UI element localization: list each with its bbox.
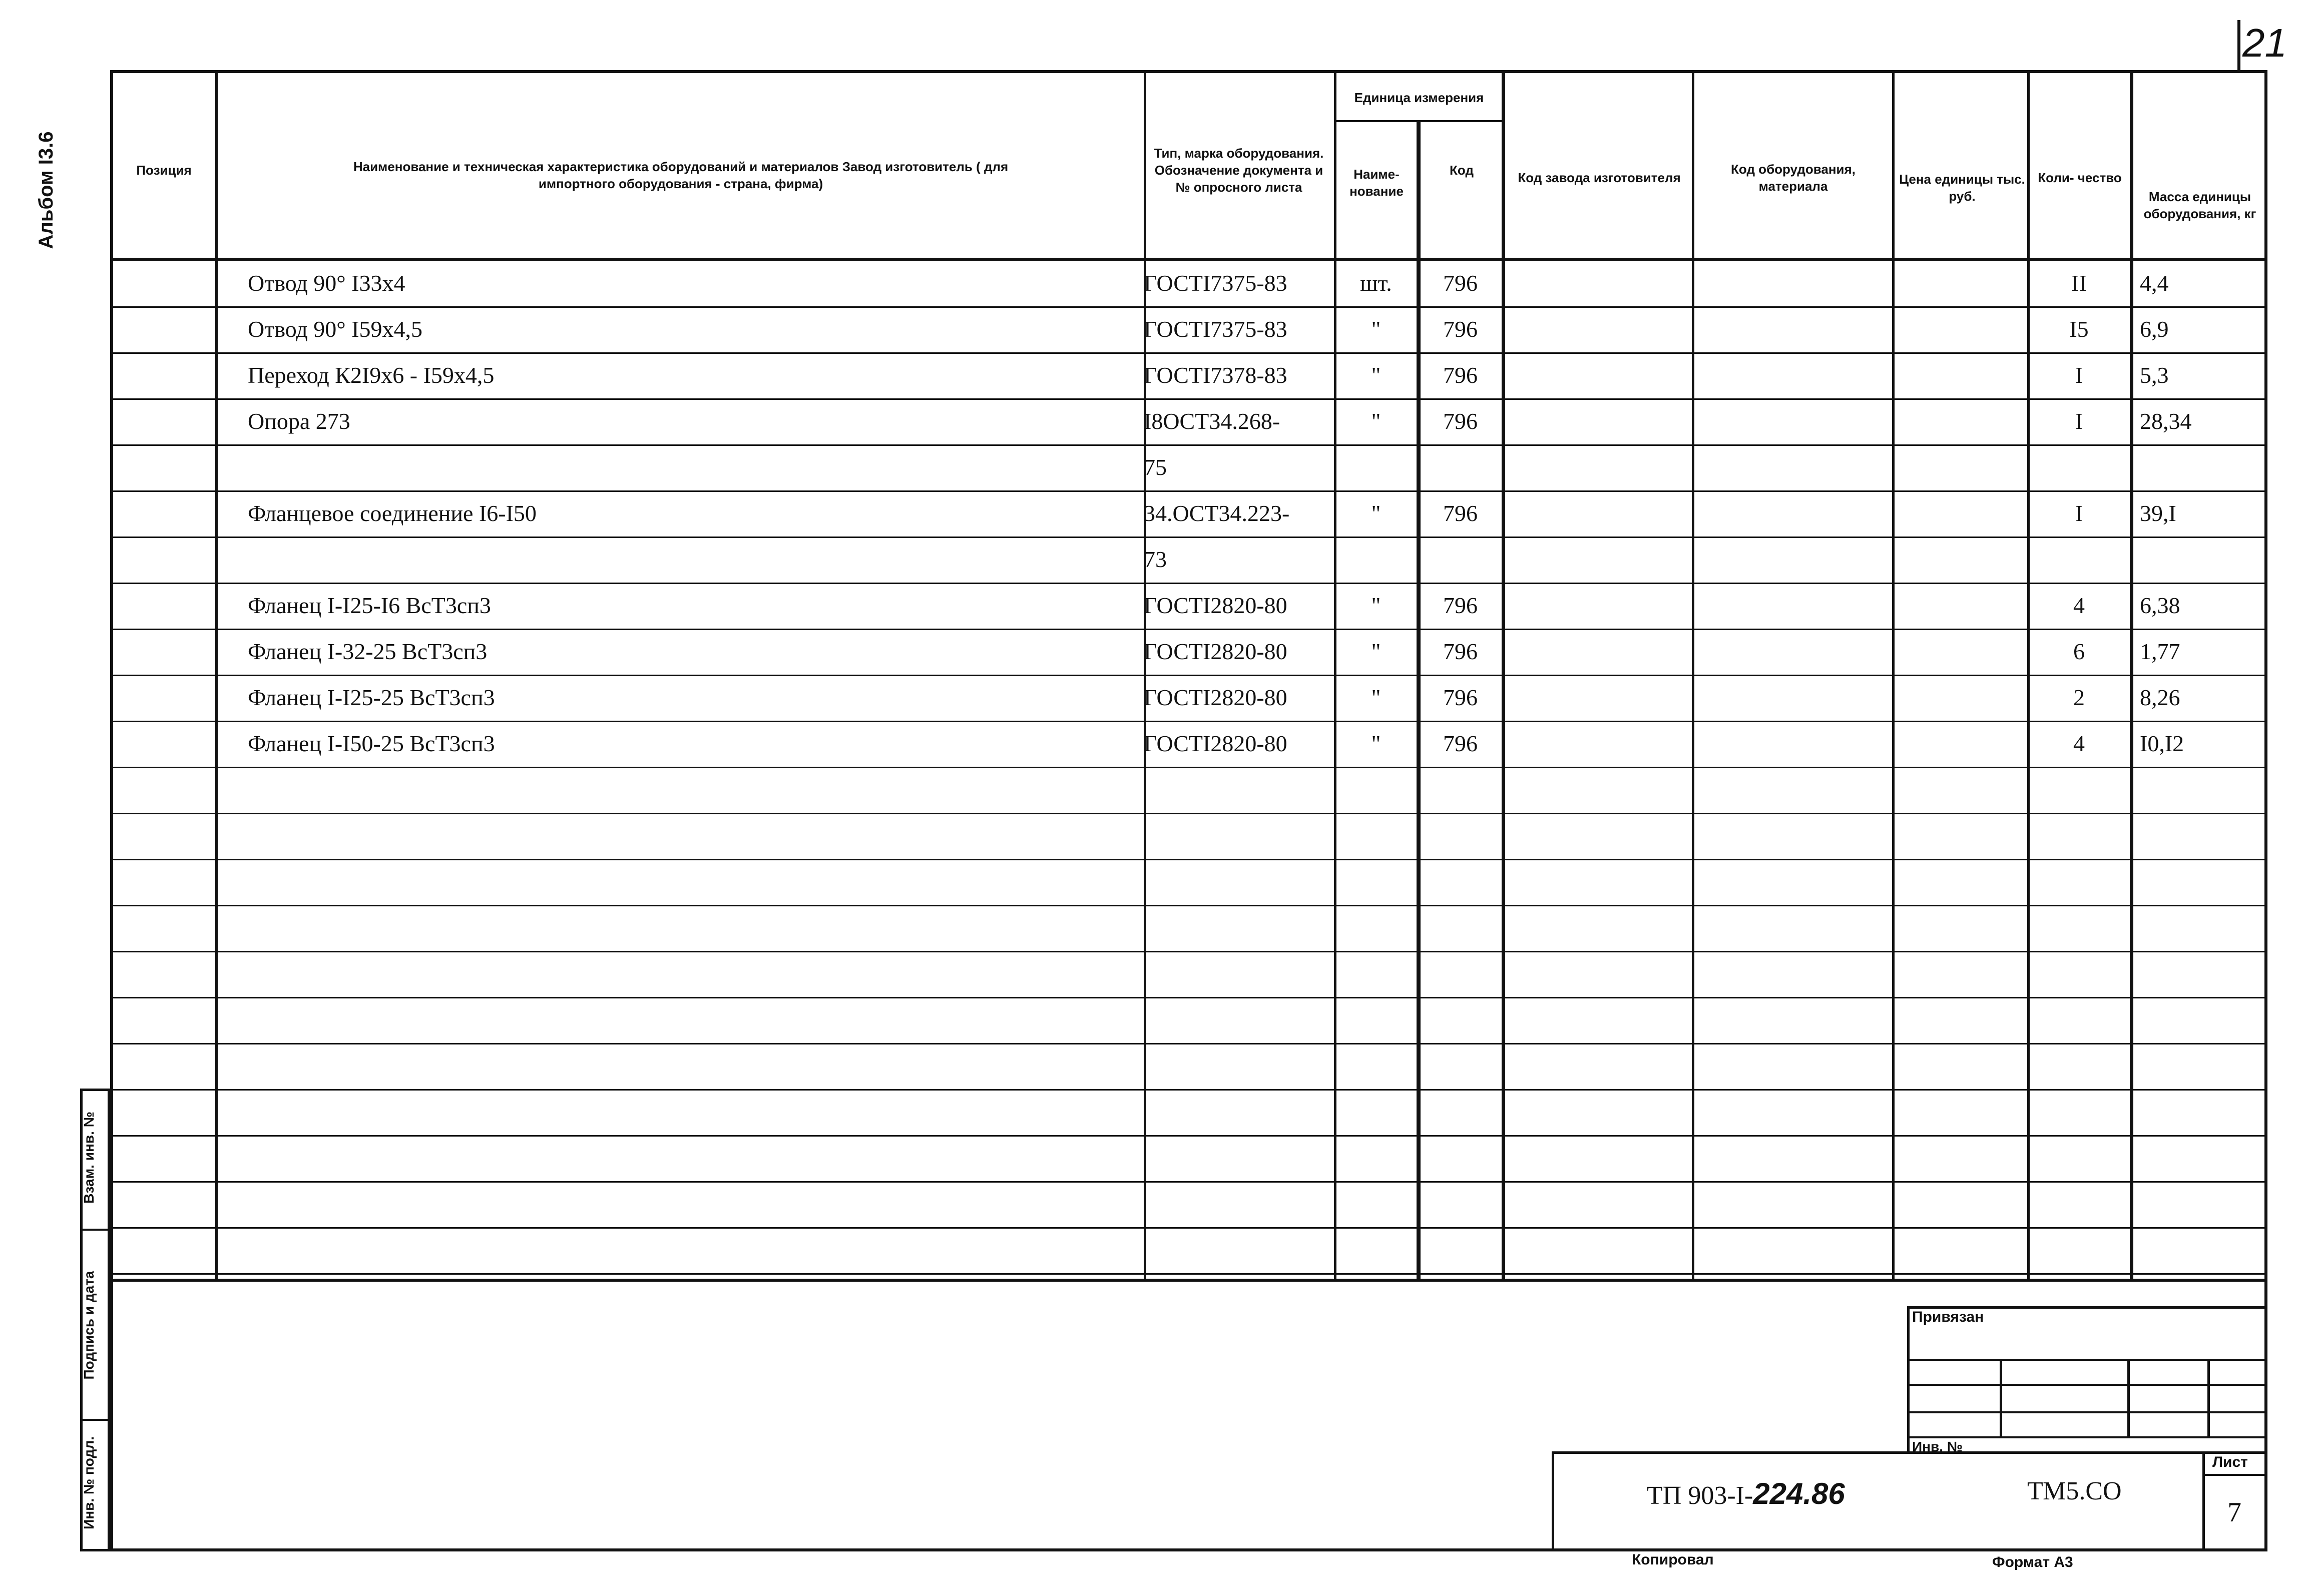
row-line	[110, 1227, 2267, 1229]
row-unit-cell: "	[1371, 685, 1381, 710]
row-quantity-cell	[2028, 444, 2130, 490]
row-unit-cell: "	[1371, 408, 1381, 434]
side-stamp-vzam: Взам. инв. №	[81, 1112, 97, 1204]
sheet-col-line	[2202, 1451, 2205, 1551]
side-stamp-signature: Подпись и дата	[81, 1271, 97, 1380]
row-type-cell: ГОСТI7375-83	[1144, 270, 1287, 296]
header-factory-code: Код завода изготовителя	[1518, 170, 1681, 185]
table-bottom-line	[110, 1279, 2267, 1282]
row-quantity-cell: 4	[2073, 593, 2085, 618]
row-quantity-cell: 6	[2073, 639, 2085, 664]
header-price: Цена единицы тыс. руб.	[1899, 172, 2025, 204]
privyazan-line-4	[1907, 1436, 2267, 1438]
row-unit-cell	[1335, 444, 1417, 490]
row-mass-cell: 1,77	[2140, 639, 2180, 664]
row-mass-cell	[2140, 444, 2267, 490]
inv-no-label: Инв. №	[1912, 1439, 1963, 1454]
row-type-cell: 75	[1144, 454, 1167, 480]
row-quantity-cell: I5	[2069, 316, 2089, 342]
row-mass-cell: 8,26	[2140, 685, 2180, 710]
row-line	[110, 997, 2267, 998]
header-type: Тип, марка оборудования. Обозначение документа и № опросного листа	[1154, 146, 1324, 195]
row-quantity-cell: 2	[2073, 685, 2085, 710]
row-type-cell: ГОСТI2820-80	[1144, 639, 1287, 664]
row-type-cell: ГОСТI2820-80	[1144, 593, 1287, 618]
document-code	[1647, 1476, 1845, 1511]
row-code-cell	[1419, 537, 1502, 583]
album-label: Альбом I3.6	[35, 131, 57, 249]
row-mass-cell: I0,I2	[2140, 731, 2184, 756]
privyazan-label: Привязан	[1912, 1309, 1984, 1325]
row-code-cell: 796	[1443, 408, 1478, 434]
side-stamp-divider-1	[80, 1229, 110, 1231]
document-code-prefix: ТП 903-I-	[1647, 1481, 1753, 1510]
row-mass-cell: 4,4	[2140, 270, 2169, 296]
header-equipment-code: Код оборудования, материала	[1731, 162, 1856, 194]
row-mass-cell: 6,38	[2140, 593, 2180, 618]
privyazan-line-1	[1907, 1359, 2267, 1361]
row-line	[110, 1135, 2267, 1137]
row-name-cell: Фланец I-I25-25 ВсТ3сп3	[248, 685, 495, 710]
privyazan-col-3	[2207, 1359, 2210, 1436]
row-unit-cell: "	[1371, 500, 1381, 526]
row-mass-cell: 39,I	[2140, 500, 2176, 526]
row-line	[110, 951, 2267, 952]
header-mass: Масса единицы оборудования, кг	[2143, 189, 2256, 221]
document-suffix: ТМ5.СО	[2027, 1477, 2122, 1505]
row-line	[110, 1089, 2267, 1091]
copied-label: Копировал	[1632, 1551, 1714, 1568]
row-unit-cell: "	[1371, 593, 1381, 618]
row-code-cell: 796	[1443, 685, 1478, 710]
row-name-cell	[248, 537, 1139, 583]
row-code-cell	[1419, 444, 1502, 490]
row-quantity-cell: 4	[2073, 731, 2085, 756]
row-code-cell: 796	[1443, 270, 1478, 296]
header-unit-group: Единица измерения	[1354, 90, 1484, 105]
header-unit-code: Код	[1450, 163, 1474, 178]
row-type-cell: 73	[1144, 547, 1167, 572]
row-line	[110, 905, 2267, 906]
row-unit-cell: шт.	[1360, 270, 1392, 296]
sheet-number: 7	[2227, 1497, 2241, 1528]
row-quantity-cell: I	[2075, 500, 2083, 526]
row-unit-cell: "	[1371, 639, 1381, 664]
row-mass-cell: 28,34	[2140, 408, 2192, 434]
row-mass-cell: 5,3	[2140, 362, 2169, 388]
row-name-cell: Фланец I-I50-25 ВсТ3сп3	[248, 731, 495, 756]
row-line	[110, 813, 2267, 814]
row-line	[110, 859, 2267, 860]
row-code-cell: 796	[1443, 316, 1478, 342]
row-type-cell: ГОСТI7375-83	[1144, 316, 1287, 342]
privyazan-col-2	[2127, 1359, 2130, 1436]
unit-group-divider	[1334, 120, 1502, 122]
header-position: Позиция	[136, 163, 192, 178]
header-quantity: Коли- чество	[2038, 170, 2122, 185]
row-mass-cell	[2140, 537, 2267, 583]
header-name: Наименование и техническая характеристика оборудований и материалов Завод изготовитель ( для импортного оборудования - страна, фирма)	[353, 159, 1009, 191]
privyazan-line-3	[1907, 1411, 2267, 1413]
row-line	[110, 1273, 2267, 1275]
row-name-cell: Фланец I-32-25 ВсТ3сп3	[248, 639, 488, 664]
row-quantity-cell: II	[2071, 270, 2087, 296]
row-type-cell: I8OCT34.268-	[1144, 408, 1280, 434]
row-name-cell	[248, 444, 1139, 490]
format-label: Формат А3	[1992, 1554, 2073, 1570]
row-code-cell: 796	[1443, 639, 1478, 664]
row-code-cell: 796	[1443, 593, 1478, 618]
privyazan-col-1	[2000, 1359, 2002, 1436]
header-unit-name: Наиме- нование	[1349, 167, 1404, 199]
row-name-cell: Фланец I-I25-I6 ВсТ3сп3	[248, 593, 491, 618]
sheet-label: Лист	[2212, 1454, 2248, 1470]
side-stamp-inv: Инв. № подл.	[81, 1436, 97, 1529]
row-quantity-cell: I	[2075, 362, 2083, 388]
row-name-cell: Отвод 90° I33x4	[248, 270, 405, 296]
row-quantity-cell: I	[2075, 408, 2083, 434]
privyazan-line-2	[1907, 1384, 2267, 1386]
row-code-cell: 796	[1443, 362, 1478, 388]
document-code-hand: 224.86	[1753, 1477, 1845, 1510]
row-name-cell: Фланцевое соединение I6-I50	[248, 500, 537, 526]
privyazan-box	[1907, 1306, 2267, 1451]
row-unit-cell: "	[1371, 362, 1381, 388]
row-name-cell: Переход К2I9x6 - I59x4,5	[248, 362, 495, 388]
row-line	[110, 767, 2267, 768]
row-type-cell: ГОСТI2820-80	[1144, 731, 1287, 756]
row-code-cell: 796	[1443, 731, 1478, 756]
sheet-label-line	[2202, 1474, 2267, 1476]
row-unit-cell	[1335, 537, 1417, 583]
sheet-number-top: 21	[2242, 21, 2287, 65]
row-line	[110, 1181, 2267, 1183]
row-type-cell: 34.OCT34.223-	[1144, 500, 1290, 526]
row-line	[110, 1043, 2267, 1044]
row-name-cell: Отвод 90° I59x4,5	[248, 316, 423, 342]
row-unit-cell: "	[1371, 316, 1381, 342]
row-name-cell: Опора 273	[248, 408, 350, 434]
row-unit-cell: "	[1371, 731, 1381, 756]
row-mass-cell: 6,9	[2140, 316, 2169, 342]
row-type-cell: ГОСТI7378-83	[1144, 362, 1287, 388]
row-type-cell: ГОСТI2820-80	[1144, 685, 1287, 710]
sheet-number-top-mark	[2237, 20, 2240, 70]
row-quantity-cell	[2028, 537, 2130, 583]
row-code-cell: 796	[1443, 500, 1478, 526]
